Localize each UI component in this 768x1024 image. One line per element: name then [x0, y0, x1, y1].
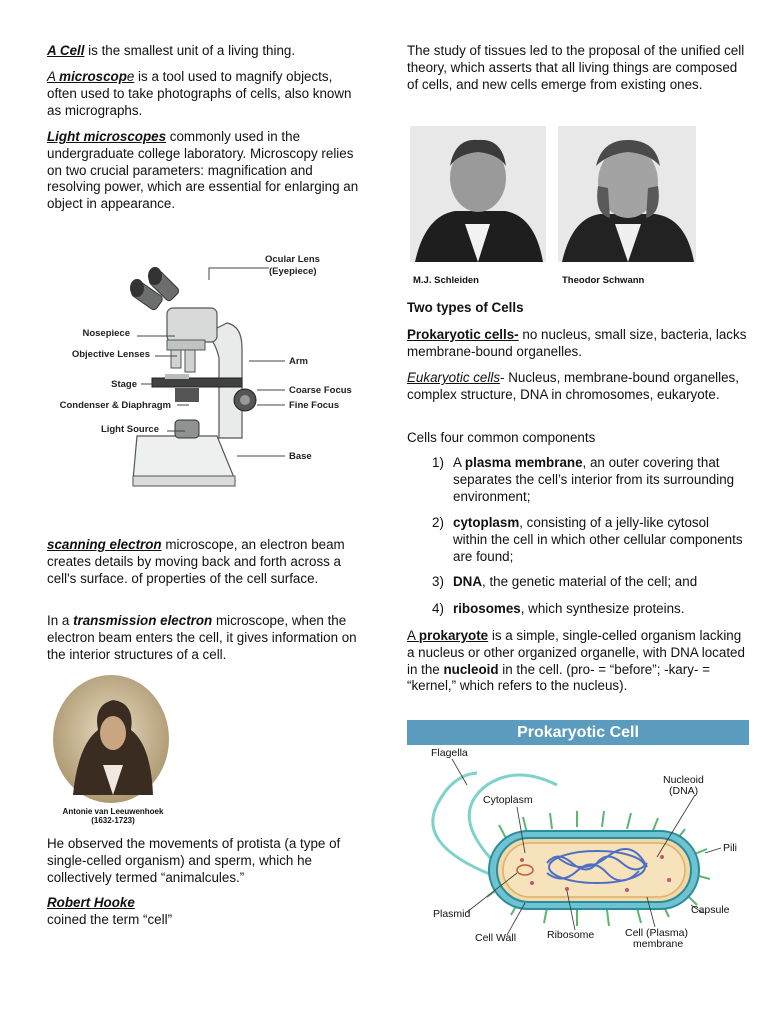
microscope-diagram [37, 248, 357, 503]
diagram-title: Prokaryotic Cell [407, 720, 749, 745]
arm-label: Arm [289, 356, 309, 367]
cytoplasm-label: Cytoplasm [483, 794, 533, 806]
robert-hooke-paragraph: Robert Hooke coined the term “cell” [47, 895, 173, 927]
fine-focus-knob [240, 395, 250, 405]
membrane-label: Cell (Plasma) [625, 927, 689, 939]
dna-label: (DNA) [669, 785, 699, 797]
leeuwenhoek-portrait [53, 675, 173, 827]
ocular-lens-label: Ocular Lens [265, 254, 320, 265]
microscope-base [133, 436, 235, 486]
sem-paragraph: scanning electron microscope, an electron beam creates details by moving back and forth across a cell's surface. of properties of the cell surface. [47, 537, 345, 586]
plasmid-label: Plasmid [433, 908, 471, 920]
ribosome-label: Ribosome [547, 929, 595, 941]
prokaryotic-definition: Prokaryotic cells- no nucleus, small size, bacteria, lacks membrane-bound organelles. [407, 327, 747, 359]
eukaryotic-definition: Eukaryotic cells- Nucleus, membrane-bound organelles, complex structure, DNA in chromosomes, eukaryote. [407, 370, 739, 402]
microscope-definition: A microscope is a tool used to magnify objects, often used to take photographs of cells, also known as micrographs. [47, 69, 352, 118]
coarse-focus-label: Coarse Focus [289, 385, 352, 396]
condenser-label: Condenser & Diaphragm [59, 400, 171, 411]
light-source [175, 420, 199, 438]
scientists-photos [410, 126, 700, 288]
capsule-label: Capsule [691, 904, 730, 916]
portrait-image [53, 675, 173, 805]
schwann-label: Theodor Schwann [562, 275, 645, 286]
cell-types-heading: Two types of Cells [407, 300, 524, 315]
nucleoid-label: Nucleoid [663, 774, 704, 786]
prokaryote-paragraph: A prokaryote is a simple, single-celled organism lacking a nucleus or other organized organelle, with DNA located in the nucleoid in the cell. (pro- = “before”; -kary- = “kernel,” which refers to the nucleus). [407, 628, 745, 694]
cell-theory-paragraph: The study of tissues led to the proposal of the unified cell theory, which asserts that all living things are composed of cells, and new cells emerge from existing ones. [407, 43, 745, 92]
prokaryotic-cell-diagram [407, 720, 749, 950]
portrait-years: (1632-1723) [91, 816, 135, 825]
pili-label: Pili [723, 842, 738, 854]
scientist-photos-image [410, 126, 700, 266]
components-intro: Cells four common components [407, 430, 596, 445]
eyepiece-label: (Eyepiece) [269, 266, 317, 277]
cell-illustration [407, 745, 749, 950]
schleiden-label: M.J. Schleiden [413, 275, 479, 286]
portrait-name: Antonie van Leeuwenhoek [62, 807, 164, 816]
flagella-label: Flagella [431, 747, 468, 759]
nosepiece-label: Nosepiece [82, 328, 130, 339]
base-label: Base [289, 451, 312, 462]
light-source-label: Light Source [100, 424, 159, 435]
cell-definition: A Cell is the smallest unit of a living thing. [47, 43, 296, 58]
tem-paragraph: In a transmission electron microscope, when the electron beam enters the cell, it gives information on the interior structures of a cell. [47, 613, 357, 662]
membrane-label-2: membrane [633, 938, 684, 950]
light-microscope-paragraph: Light microscopes commonly used in the undergraduate college laboratory. Microscopy relies on two crucial parameters: magnification and resolving power, which are essential for enlarging an object in appearance. [47, 129, 359, 212]
fine-focus-label: Fine Focus [289, 400, 340, 411]
microscope-head [130, 267, 217, 342]
objective-lenses-label: Objective Lenses [71, 349, 150, 360]
cell-wall-label: Cell Wall [475, 932, 517, 944]
animalcules-paragraph: He observed the movements of protista (a type of single-celled organism) and sperm, which he collectively termed “animalcules.” [47, 836, 341, 885]
stage-label: Stage [111, 379, 137, 390]
